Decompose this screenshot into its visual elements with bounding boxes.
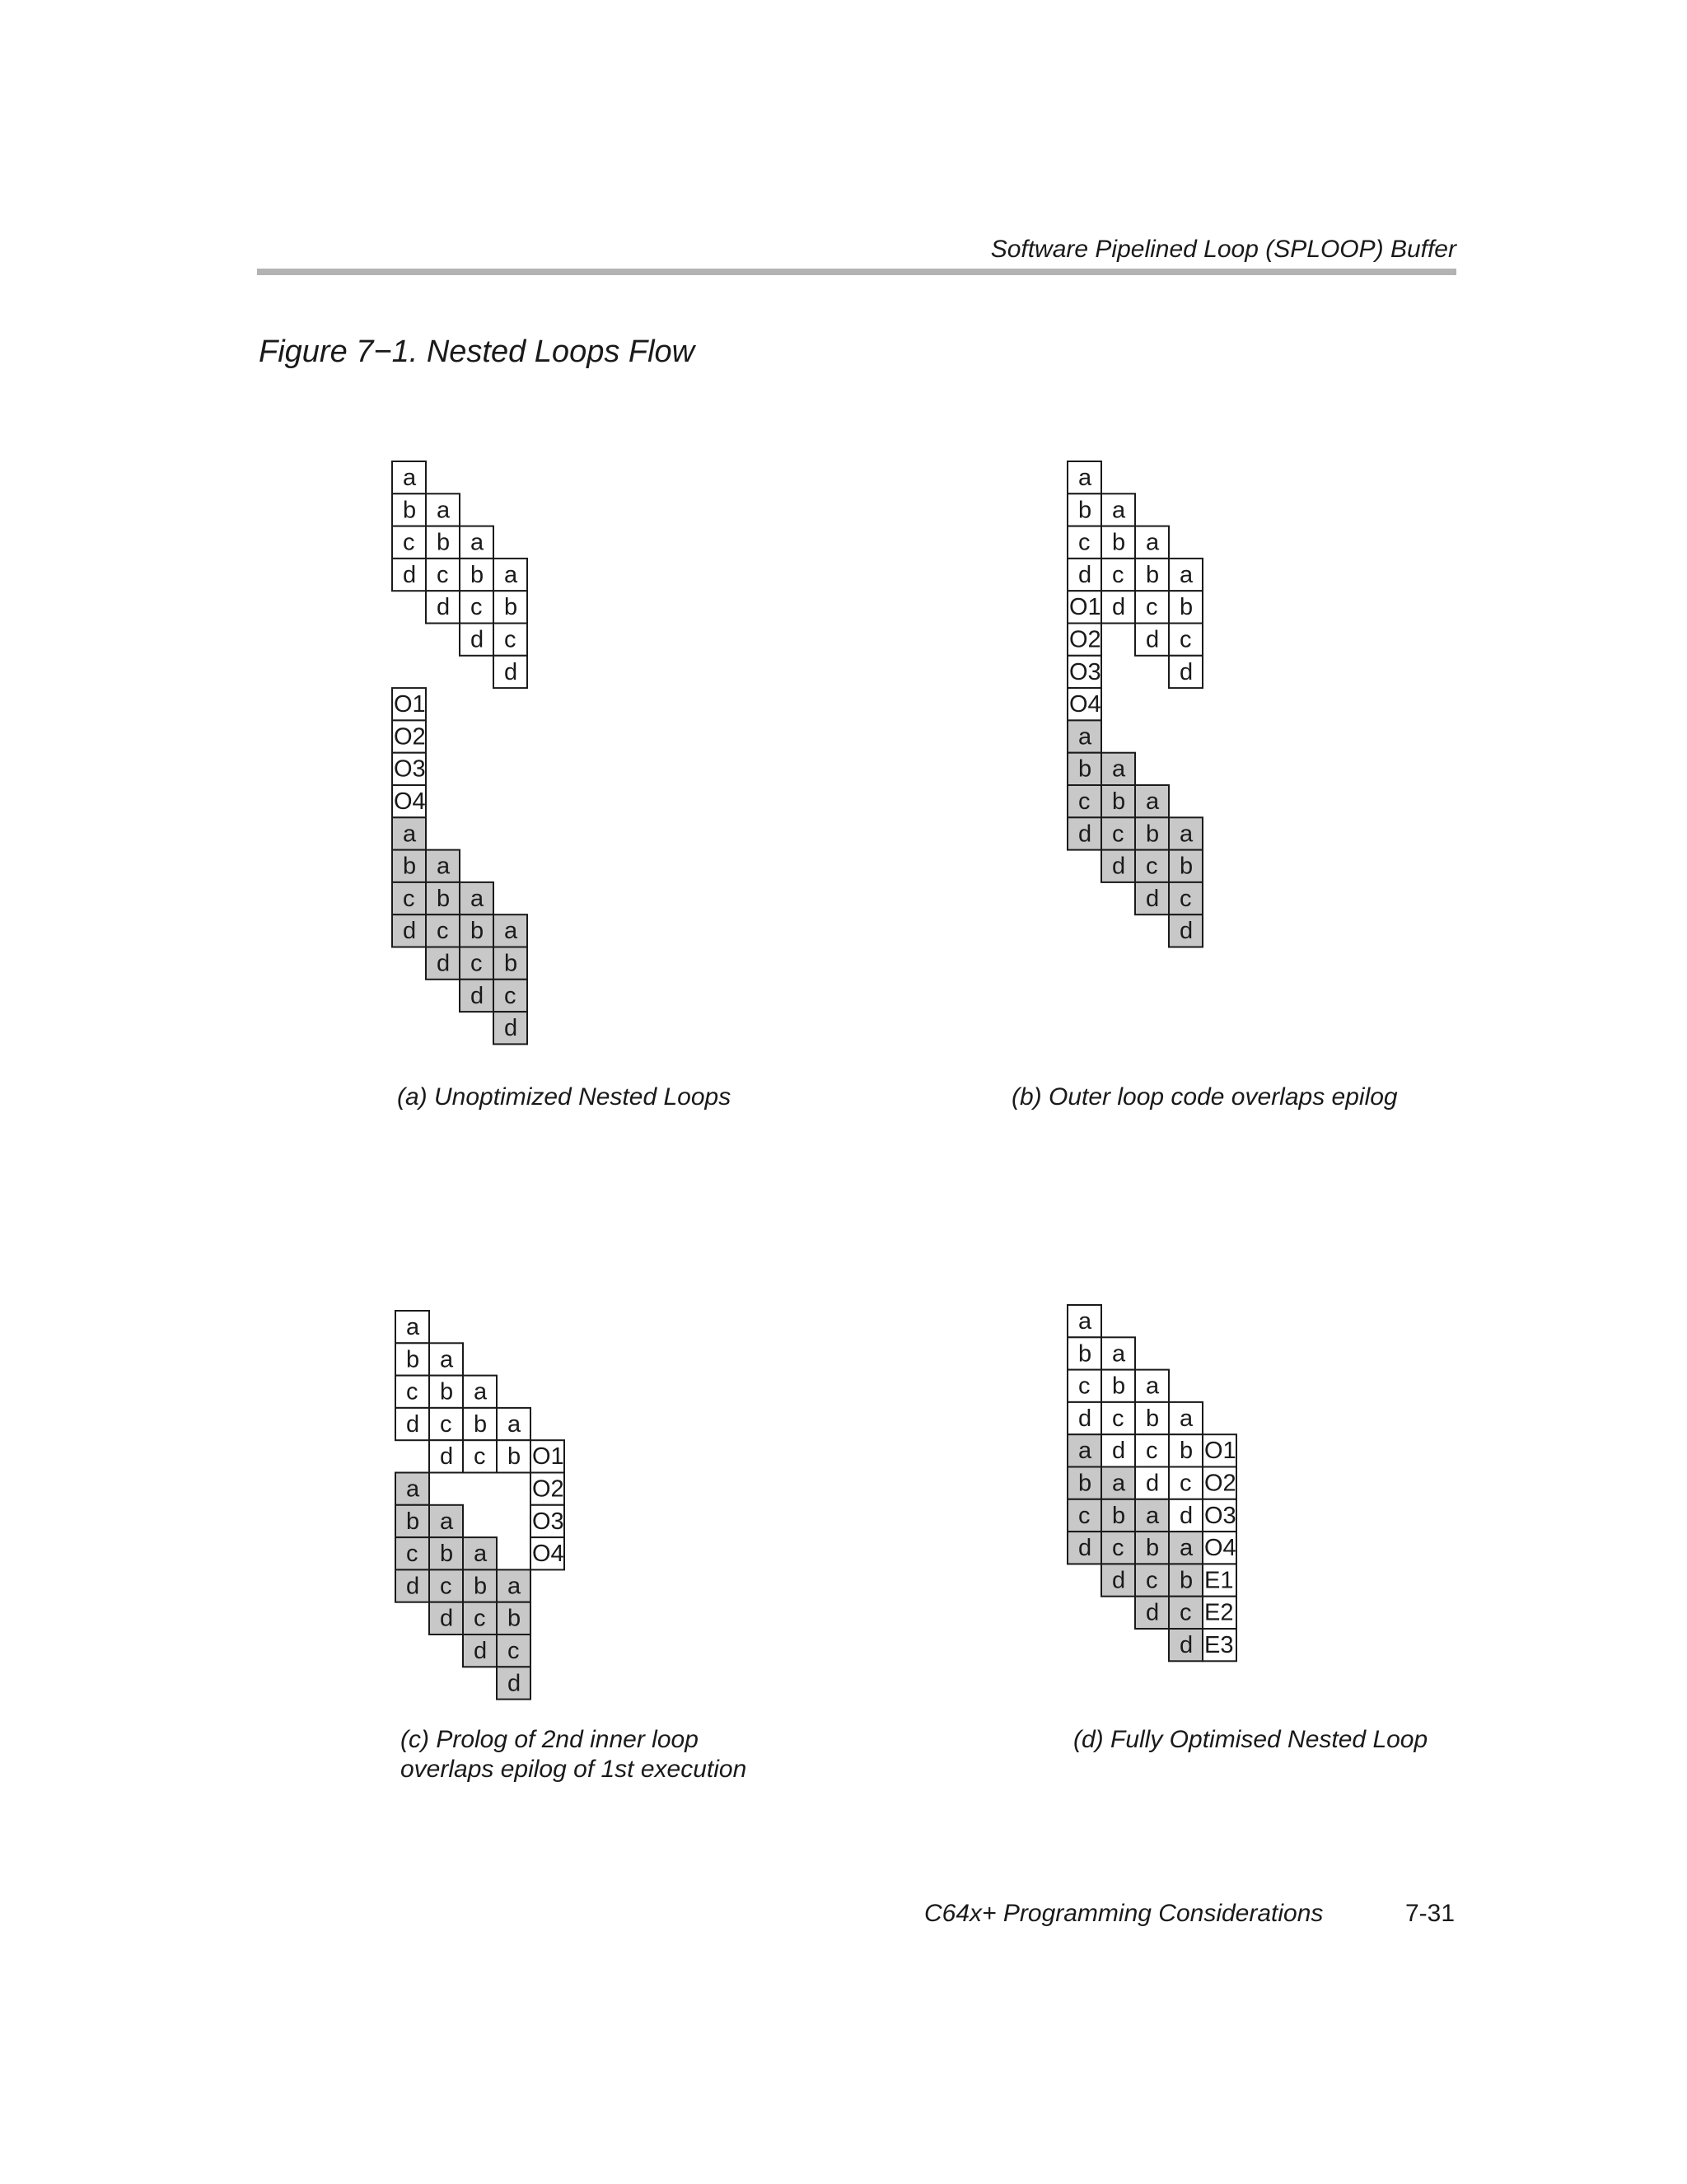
diagram-c-cell-label: b <box>406 1508 420 1535</box>
diagram-d-cell-label: b <box>1180 1567 1194 1594</box>
diagram-d-cell-label: d <box>1146 1599 1160 1626</box>
diagram-c-cell-label: a <box>406 1314 420 1340</box>
diagram-d-cell-label: E2 <box>1204 1599 1234 1626</box>
diagram-a-cell-label: b <box>504 594 518 621</box>
diagram-b-cell-label: b <box>1146 821 1160 848</box>
diagram-d-cell-label: b <box>1078 1470 1092 1497</box>
diagram-d-cell-label: a <box>1146 1502 1160 1529</box>
diagram-a-cell-label: c <box>504 626 516 653</box>
diagram-b-cell-label: a <box>1078 465 1092 491</box>
diagram-d-cell-label: a <box>1078 1438 1092 1465</box>
diagram-a-cell-label: a <box>504 561 518 588</box>
diagram-b-cell-label: O1 <box>1069 594 1101 621</box>
diagram-b-cell-label: d <box>1146 885 1160 912</box>
caption-c-line-1: (c) Prolog of 2nd inner loop <box>400 1726 699 1753</box>
diagram-d-cell-label: c <box>1146 1567 1158 1594</box>
diagram-d-cell-label: a <box>1112 1470 1126 1497</box>
diagram-d-cell-label: c <box>1112 1405 1124 1432</box>
diagram-c-cell-label: c <box>474 1605 486 1632</box>
diagram-d-cell-label: O4 <box>1204 1535 1236 1562</box>
caption-a <box>397 1083 731 1112</box>
diagram-a-cell-label: d <box>470 626 484 653</box>
diagram-b-cell-label: c <box>1146 594 1158 621</box>
diagram-c-cell-label: a <box>507 1410 521 1438</box>
diagram-a-cell-label: d <box>504 1015 518 1042</box>
diagram-b-cell-label: c <box>1180 626 1192 653</box>
diagram-c-cell-label: c <box>474 1443 486 1471</box>
diagram-b-cell-label: d <box>1180 658 1194 685</box>
caption-b <box>1012 1083 1398 1112</box>
diagram-b-cell-label: d <box>1078 561 1092 588</box>
caption-a-line-1: (a) Unoptimized Nested Loops <box>397 1083 731 1111</box>
diagram-d <box>1068 1305 1236 1661</box>
diagram-c-cell-label: c <box>507 1638 520 1664</box>
diagram-a-cell-label: c <box>470 950 483 977</box>
diagram-c-cell-label: b <box>507 1443 521 1471</box>
diagram-a-cell-label: c <box>470 594 483 621</box>
diagram-c-cell-label: O1 <box>532 1443 564 1471</box>
diagram-c-cell-label: b <box>474 1410 488 1438</box>
diagram-c-cell-label: O3 <box>532 1508 564 1535</box>
diagram-b-cell-label: d <box>1112 594 1126 621</box>
diagram-b-cell-label: c <box>1078 529 1091 556</box>
diagram-a-cell-label: c <box>403 529 415 556</box>
diagram-b-cell-label: b <box>1146 561 1160 588</box>
diagram-d-cell-label: c <box>1078 1373 1091 1400</box>
diagram-b-cell-label: c <box>1146 853 1158 880</box>
diagram-d-cell-label: c <box>1180 1599 1192 1626</box>
diagram-b-cell-label: b <box>1078 755 1092 783</box>
diagram-b-cell-label: b <box>1078 497 1092 524</box>
diagram-b-cell-label: c <box>1180 885 1192 912</box>
diagram-a-cell-label: b <box>437 529 451 556</box>
diagram-b-cell-label: c <box>1078 788 1091 815</box>
diagram-a-cell-label: b <box>403 853 417 880</box>
diagram-c-cell-label: d <box>440 1605 454 1632</box>
diagram-a-cell-label: c <box>437 561 449 588</box>
caption-d-line-1: (d) Fully Optimised Nested Loop <box>1073 1726 1428 1753</box>
diagram-a-cell-label: c <box>403 885 415 912</box>
diagram-d-cell-label: c <box>1078 1502 1091 1529</box>
diagram-b-cell-label: b <box>1112 788 1126 815</box>
diagram-c-cell-label: a <box>507 1573 521 1600</box>
diagram-a <box>392 461 527 1044</box>
diagram-d-cell-label: E3 <box>1204 1632 1234 1658</box>
diagram-c-cell-label: d <box>507 1670 521 1697</box>
diagram-d-cell-label: c <box>1180 1470 1192 1497</box>
diagram-b-cell-label: b <box>1112 529 1126 556</box>
diagram-b-cell-label: a <box>1146 529 1160 556</box>
diagram-d-cell-label: b <box>1146 1535 1160 1562</box>
diagram-a-cell-label: d <box>403 561 417 588</box>
diagram-a-cell-label: O4 <box>394 788 426 815</box>
diagram-c-cell-label: O2 <box>532 1475 564 1503</box>
diagram-a-cell-label: b <box>403 497 417 524</box>
diagram-d-cell-label: b <box>1112 1373 1126 1400</box>
diagram-d-cell-label: d <box>1146 1470 1160 1497</box>
diagram-d-cell-label: c <box>1146 1438 1158 1465</box>
diagram-b-cell-label: d <box>1180 918 1194 945</box>
diagram-a-cell-label: d <box>437 950 451 977</box>
caption-d <box>1073 1725 1428 1755</box>
diagram-c-cell-label: b <box>474 1573 488 1600</box>
figure-title: Figure 7−1. Nested Loops Flow <box>259 334 695 369</box>
page-number: 7-31 <box>1404 1900 1455 1927</box>
caption-c <box>400 1725 746 1784</box>
diagram-a-cell-label: a <box>470 529 484 556</box>
diagram-a-cell-label: a <box>403 821 417 848</box>
diagram-c-cell-label: b <box>406 1346 420 1373</box>
diagram-d-cell-label: d <box>1180 1632 1194 1658</box>
diagram-a-cell-label: d <box>437 594 451 621</box>
diagram-b-cell-label: O3 <box>1069 658 1101 685</box>
diagram-b-cell-label: d <box>1146 626 1160 653</box>
diagram-c-cell-label: a <box>474 1378 488 1405</box>
diagram-a-cell-label: a <box>504 918 518 945</box>
diagram-c <box>395 1311 564 1700</box>
diagram-c-cell-label: c <box>406 1378 418 1405</box>
diagram-c-cell-label: O4 <box>532 1541 564 1568</box>
diagram-b-cell-label: d <box>1078 821 1092 848</box>
diagram-d-cell-label: d <box>1078 1535 1092 1562</box>
diagram-d-cell-label: O1 <box>1204 1438 1236 1465</box>
diagram-a-cell-label: O2 <box>394 723 426 751</box>
diagram-c-cell-label: d <box>474 1638 488 1664</box>
diagram-a-cell-label: c <box>437 918 449 945</box>
diagram-a-cell-label: b <box>437 885 451 912</box>
diagram-a-cell-label: a <box>437 853 451 880</box>
diagram-a-cell-label: b <box>504 950 518 977</box>
diagram-d-cell-label: b <box>1112 1502 1126 1529</box>
diagram-a-cell-label: d <box>504 658 518 685</box>
diagram-b-cell-label: c <box>1112 561 1124 588</box>
diagram-b-cell-label: O2 <box>1069 626 1101 653</box>
diagram-d-cell-label: d <box>1112 1438 1126 1465</box>
diagram-b-cell-label: c <box>1112 821 1124 848</box>
diagram-c-cell-label: c <box>440 1410 452 1438</box>
diagram-b <box>1068 461 1203 947</box>
diagram-b-cell-label: a <box>1180 821 1194 848</box>
diagram-a-cell-label: b <box>470 918 484 945</box>
diagram-c-cell-label: d <box>440 1443 454 1471</box>
diagram-a-cell-label: a <box>437 497 451 524</box>
diagram-c-cell-label: a <box>440 1508 454 1535</box>
diagram-c-cell-label: d <box>406 1410 420 1438</box>
diagram-b-cell-label: a <box>1146 788 1160 815</box>
footer-title: C64x+ Programming Considerations <box>924 1900 1324 1927</box>
diagram-b-cell-label: a <box>1112 755 1126 783</box>
diagram-a-cell-label: c <box>504 982 516 1009</box>
diagram-d-cell-label: a <box>1180 1535 1194 1562</box>
diagram-c-cell-label: a <box>440 1346 454 1373</box>
diagram-b-cell-label: O4 <box>1069 691 1101 718</box>
diagram-d-cell-label: a <box>1078 1308 1092 1335</box>
diagram-b-cell-label: a <box>1078 723 1092 751</box>
diagram-d-cell-label: d <box>1078 1405 1092 1432</box>
diagram-a-cell-label: O3 <box>394 755 426 783</box>
diagram-d-cell-label: a <box>1112 1340 1126 1368</box>
diagram-d-cell-label: d <box>1112 1567 1126 1594</box>
diagram-d-cell-label: O2 <box>1204 1470 1236 1497</box>
diagram-c-cell-label: b <box>507 1605 521 1632</box>
diagram-b-cell-label: d <box>1112 853 1126 880</box>
diagram-c-cell-label: c <box>440 1573 452 1600</box>
diagram-b-cell-label: b <box>1180 594 1194 621</box>
diagram-b-cell-label: a <box>1112 497 1126 524</box>
diagram-d-cell-label: b <box>1146 1405 1160 1432</box>
diagram-b-cell-label: b <box>1180 853 1194 880</box>
diagram-a-cell-label: O1 <box>394 691 426 718</box>
diagram-d-cell-label: c <box>1112 1535 1124 1562</box>
diagram-a-cell-label: a <box>470 885 484 912</box>
running-header: Software Pipelined Loop (SPLOOP) Buffer <box>990 236 1456 263</box>
diagram-d-cell-label: d <box>1180 1502 1194 1529</box>
diagram-a-cell-label: a <box>403 465 417 491</box>
diagram-d-cell-label: b <box>1180 1438 1194 1465</box>
diagram-c-cell-label: a <box>406 1475 420 1503</box>
diagram-c-cell-label: b <box>440 1378 454 1405</box>
diagram-c-cell-label: b <box>440 1541 454 1568</box>
caption-c-line-2: overlaps epilog of 1st execution <box>400 1756 747 1783</box>
diagram-b-cell-label: a <box>1180 561 1194 588</box>
diagram-a-cell-label: b <box>470 561 484 588</box>
diagram-d-cell-label: O3 <box>1204 1502 1236 1529</box>
diagram-c-cell-label: a <box>474 1541 488 1568</box>
diagram-a-cell-label: d <box>403 918 417 945</box>
diagram-c-cell-label: c <box>406 1541 418 1568</box>
diagram-d-cell-label: a <box>1146 1373 1160 1400</box>
diagram-a-cell-label: d <box>470 982 484 1009</box>
caption-b-line-1: (b) Outer loop code overlaps epilog <box>1012 1083 1398 1111</box>
diagram-c-cell-label: d <box>406 1573 420 1600</box>
diagram-d-cell-label: E1 <box>1204 1567 1234 1594</box>
diagram-d-cell-label: a <box>1180 1405 1194 1432</box>
diagram-d-cell-label: b <box>1078 1340 1092 1368</box>
